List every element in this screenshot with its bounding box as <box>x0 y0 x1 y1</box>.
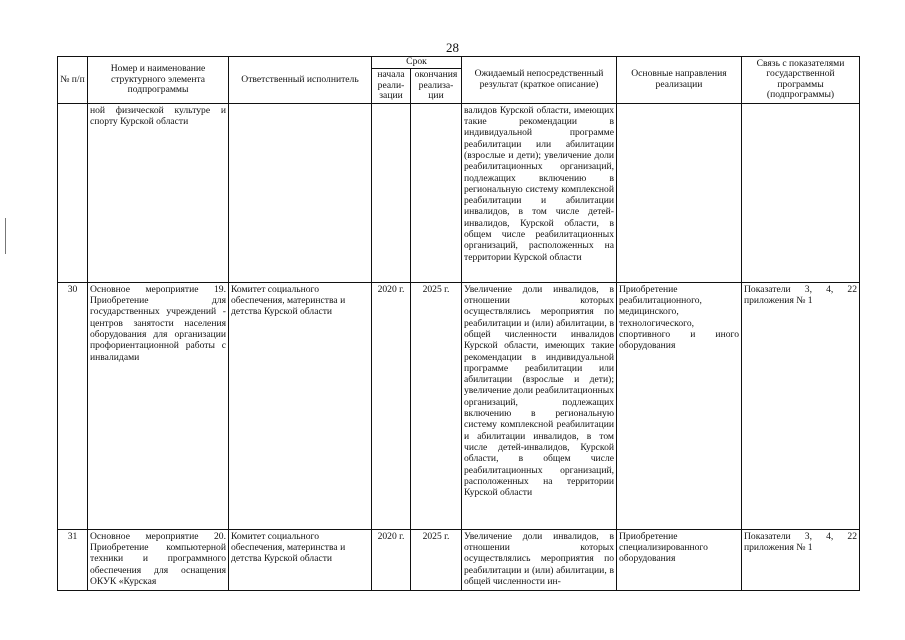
header-executor: Ответственный исполнитель <box>229 57 372 104</box>
header-start: начала реали-зации <box>372 69 411 104</box>
row-element: ной физической культуре и спорту Курской области <box>88 103 229 282</box>
row-start: 2020 г. <box>372 282 411 529</box>
row-directions <box>617 103 742 282</box>
row-start: 2020 г. <box>372 529 411 590</box>
row-result: Увеличение доли инвалидов, в отношении которых осуществлялись мероприятия по реабилитации и (или) абилитации, в общей численности ин- <box>462 529 617 590</box>
header-end: окончания реализа-ции <box>411 69 462 104</box>
row-num <box>58 103 88 282</box>
header-term: Срок <box>372 57 462 69</box>
row-element: Основное мероприятие 19. Приобретение для государственных учреждений - центров занятости населения оборудования для организации профориентационной работы с инвалидами <box>88 282 229 529</box>
row-end: 2025 г. <box>411 529 462 590</box>
header-directions: Основные направления реализации <box>617 57 742 104</box>
row-result: Увеличение доли инвалидов, в отношении которых осуществлялись мероприятия по реабилитации и (или) абилитации, в общей численности инвалидов Курской области, имеющих такие рекомендации в индивидуальной программе реабилитации или абилитации (взрослые и дети); увеличение доли реабилитационных организаций, подлежащих включению в региональную систему комплексной реабилитации и абилитации инвалидов, в том числе детей-инвалидов, Курской области, в общем числе реабилитационных организаций, расположенных на территории Курской области <box>462 282 617 529</box>
row-directions: Приобретение специализированного оборудования <box>617 529 742 590</box>
header-link: Связь с показателями государственной программы (подпрограммы) <box>742 57 860 104</box>
row-start <box>372 103 411 282</box>
page-number: 28 <box>446 40 459 55</box>
row-executor: Комитет социального обеспечения, материнства и детства Курской области <box>229 529 372 590</box>
subprogram-activities-table <box>57 56 860 591</box>
row-executor <box>229 103 372 282</box>
row-num: 30 <box>58 282 88 529</box>
header-result: Ожидаемый непосредственный результат (краткое описание) <box>462 57 617 104</box>
row-link: Показатели 3, 4, 22 приложения № 1 <box>742 282 860 529</box>
table-row <box>58 103 860 282</box>
table-row <box>58 282 860 529</box>
row-result: валидов Курской области, имеющих такие рекомендации в индивидуальной программе реабилитации или абилитации (взрослые и дети); увеличение доли реабилитационных организаций, подлежащих включению в региональную систему комплексной реабилитации и абилитации инвалидов, в том числе детей-инвалидов, Курской области, в общем числе реабилитационных организаций, расположенных на территории Курской области <box>462 103 617 282</box>
row-link <box>742 103 860 282</box>
row-element: Основное мероприятие 20. Приобретение компьютерной техники и программного обеспечения для оснащения ОКУК «Курская <box>88 529 229 590</box>
row-directions: Приобретение реабилитационного, медицинского, технологического, спортивного и иного оборудования <box>617 282 742 529</box>
table-header-row <box>58 57 860 69</box>
row-end <box>411 103 462 282</box>
margin-mark <box>5 218 6 254</box>
table-row <box>58 529 860 590</box>
row-executor: Комитет социального обеспечения, материнства и детства Курской области <box>229 282 372 529</box>
row-end: 2025 г. <box>411 282 462 529</box>
header-num: № п/п <box>58 57 88 104</box>
row-link: Показатели 3, 4, 22 приложения № 1 <box>742 529 860 590</box>
header-element: Номер и наименование структурного элемента подпрограммы <box>88 57 229 104</box>
row-num: 31 <box>58 529 88 590</box>
